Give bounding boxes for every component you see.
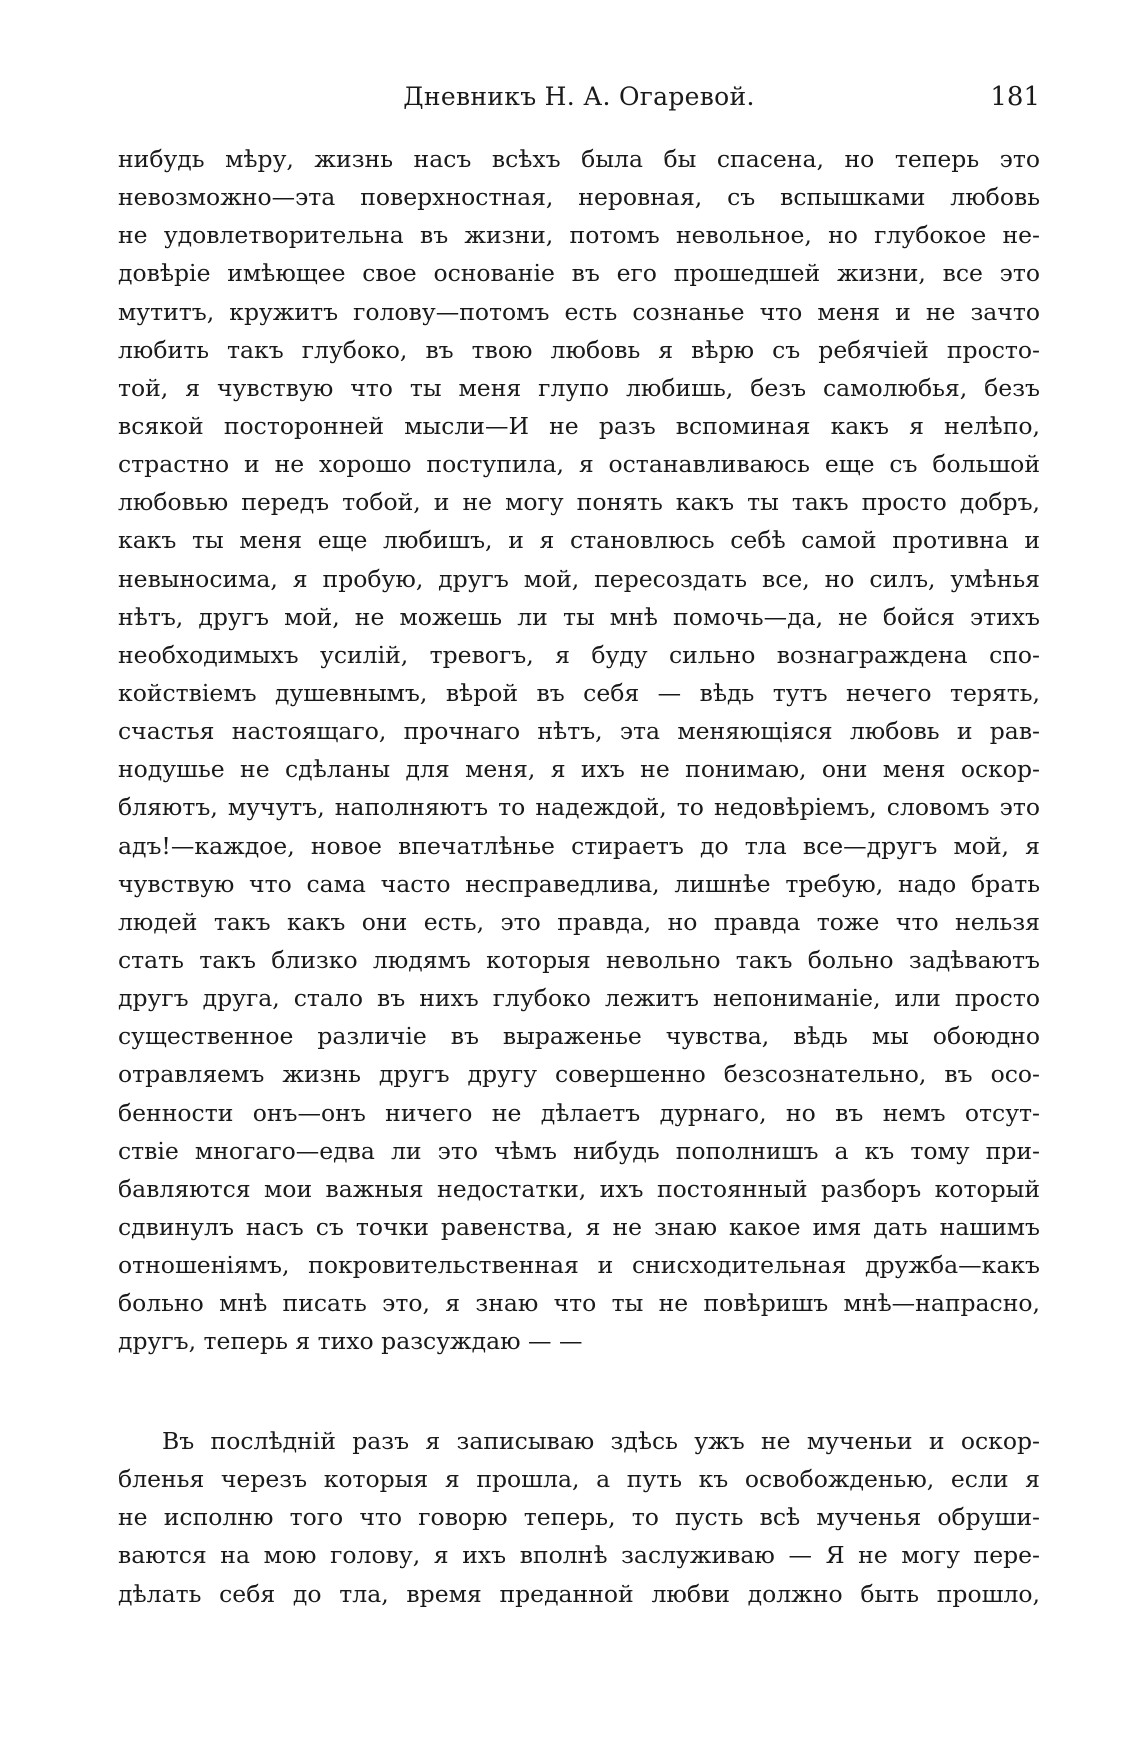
text-line: всякой посторонней мысли—И не разъ вспоминая какъ я нелѣпо, bbox=[118, 411, 1040, 440]
text-line: той, я чувствую что ты меня глупо любишь, безъ самолюбья, безъ bbox=[118, 373, 1040, 402]
text-line: довѣріе имѣющее свое основаніе въ его прошедшей жизни, все это bbox=[118, 259, 1040, 288]
text-line: отравляемъ жизнь другъ другу совершенно безсознательно, въ осо- bbox=[118, 1060, 1040, 1089]
text-line: существенное различіе въ выраженье чувства, вѣдь мы обоюдно bbox=[118, 1022, 1040, 1051]
text-line: стать такъ близко людямъ которыя невольно такъ больно задѣваютъ bbox=[118, 945, 1040, 974]
text-line: не удовлетворительна въ жизни, потомъ невольное, но глубокое не- bbox=[118, 221, 1040, 250]
text-line: ваются на мою голову, я ихъ вполнѣ заслуживаю — Я не могу пере- bbox=[118, 1541, 1040, 1570]
text-line: нѣтъ, другъ мой, не можешь ли ты мнѣ помочь—да, не бойся этихъ bbox=[118, 602, 1040, 631]
text-line: другъ друга, стало въ нихъ глубоко лежитъ непониманіе, или просто bbox=[118, 984, 1040, 1013]
text-line: нодушье не сдѣланы для меня, я ихъ не понимаю, они меня оскор- bbox=[118, 755, 1040, 784]
text-line: ствіе многаго—едва ли это чѣмъ нибудь пополнишъ а къ тому при- bbox=[118, 1136, 1040, 1165]
text-line: нибудь мѣру, жизнь насъ всѣхъ была бы спасена, но теперь это bbox=[118, 145, 1040, 173]
text-line: чувствую что сама часто несправедлива, лишнѣе требую, надо брать bbox=[118, 869, 1040, 898]
text-line: адъ!—каждое, новое впечатлѣнье стираетъ до тла все—другъ мой, я bbox=[118, 831, 1040, 860]
text-line: бляютъ, мучутъ, наполняютъ то надеждой, то недовѣріемъ, словомъ это bbox=[118, 793, 1040, 822]
text-line: какъ ты меня еще любишъ, и я становлюсь себѣ самой противна и bbox=[118, 526, 1040, 555]
text-line: койствіемъ душевнымъ, вѣрой въ себя — вѣдь тутъ нечего терять, bbox=[118, 678, 1040, 707]
running-title: Дневникъ Н. А. Огаревой. bbox=[403, 82, 755, 111]
text-line: бленья черезъ которыя я прошла, а путь къ освобожденью, если я bbox=[118, 1465, 1040, 1494]
text-line: необходимыхъ усилій, тревогъ, я буду сильно вознаграждена спо- bbox=[118, 640, 1040, 669]
text-line: мутитъ, кружитъ голову—потомъ есть сознанье что меня и не зачто bbox=[118, 297, 1040, 326]
text-line: дѣлать себя до тла, время преданной любви должно быть прошло, bbox=[118, 1579, 1040, 1608]
text-line: страстно и не хорошо поступила, я останавливаюсь еще съ большой bbox=[118, 450, 1040, 479]
paragraph-1 bbox=[118, 140, 1040, 1361]
text-line: любить такъ глубоко, въ твою любовь я вѣрю съ ребячіей просто- bbox=[118, 335, 1040, 364]
text-line: любовью передъ тобой, и не могу понять какъ ты такъ просто добръ, bbox=[118, 488, 1040, 517]
paragraph-2 bbox=[118, 1422, 1040, 1613]
text-line: другъ, теперь я тихо разсуждаю — — bbox=[118, 1327, 583, 1356]
text-line: не исполню того что говорю теперь, то пусть всѣ мученья обруши- bbox=[118, 1503, 1040, 1532]
text-line: людей такъ какъ они есть, это правда, но правда тоже что нельзя bbox=[118, 907, 1040, 936]
text-line: сдвинулъ насъ съ точки равенства, я не знаю какое имя дать нашимъ bbox=[118, 1212, 1040, 1241]
text-line: невозможно—эта поверхностная, неровная, съ вспышками любовь bbox=[118, 183, 1040, 212]
text-line: больно мнѣ писать это, я знаю что ты не повѣришъ мнѣ—напрасно, bbox=[118, 1289, 1040, 1318]
page-header bbox=[118, 82, 1040, 122]
text-line: отношеніямъ, покровительственная и снисходительная дружба—какъ bbox=[118, 1251, 1040, 1280]
text-line: счастья настоящаго, прочнаго нѣтъ, эта меняющіяся любовь и рав- bbox=[118, 717, 1040, 746]
text-line: Въ послѣдній разъ я записываю здѣсь ужъ не мученьи и оскор- bbox=[162, 1427, 1040, 1455]
page-number: 181 bbox=[990, 82, 1040, 112]
text-line: бенности онъ—онъ ничего не дѣлаетъ дурнаго, но въ немъ отсут- bbox=[118, 1098, 1040, 1127]
text-line: невыносима, я пробую, другъ мой, пересоздать все, но силъ, умѣнья bbox=[118, 564, 1040, 593]
text-line: бавляются мои важныя недостатки, ихъ постоянный разборъ который bbox=[118, 1174, 1040, 1203]
